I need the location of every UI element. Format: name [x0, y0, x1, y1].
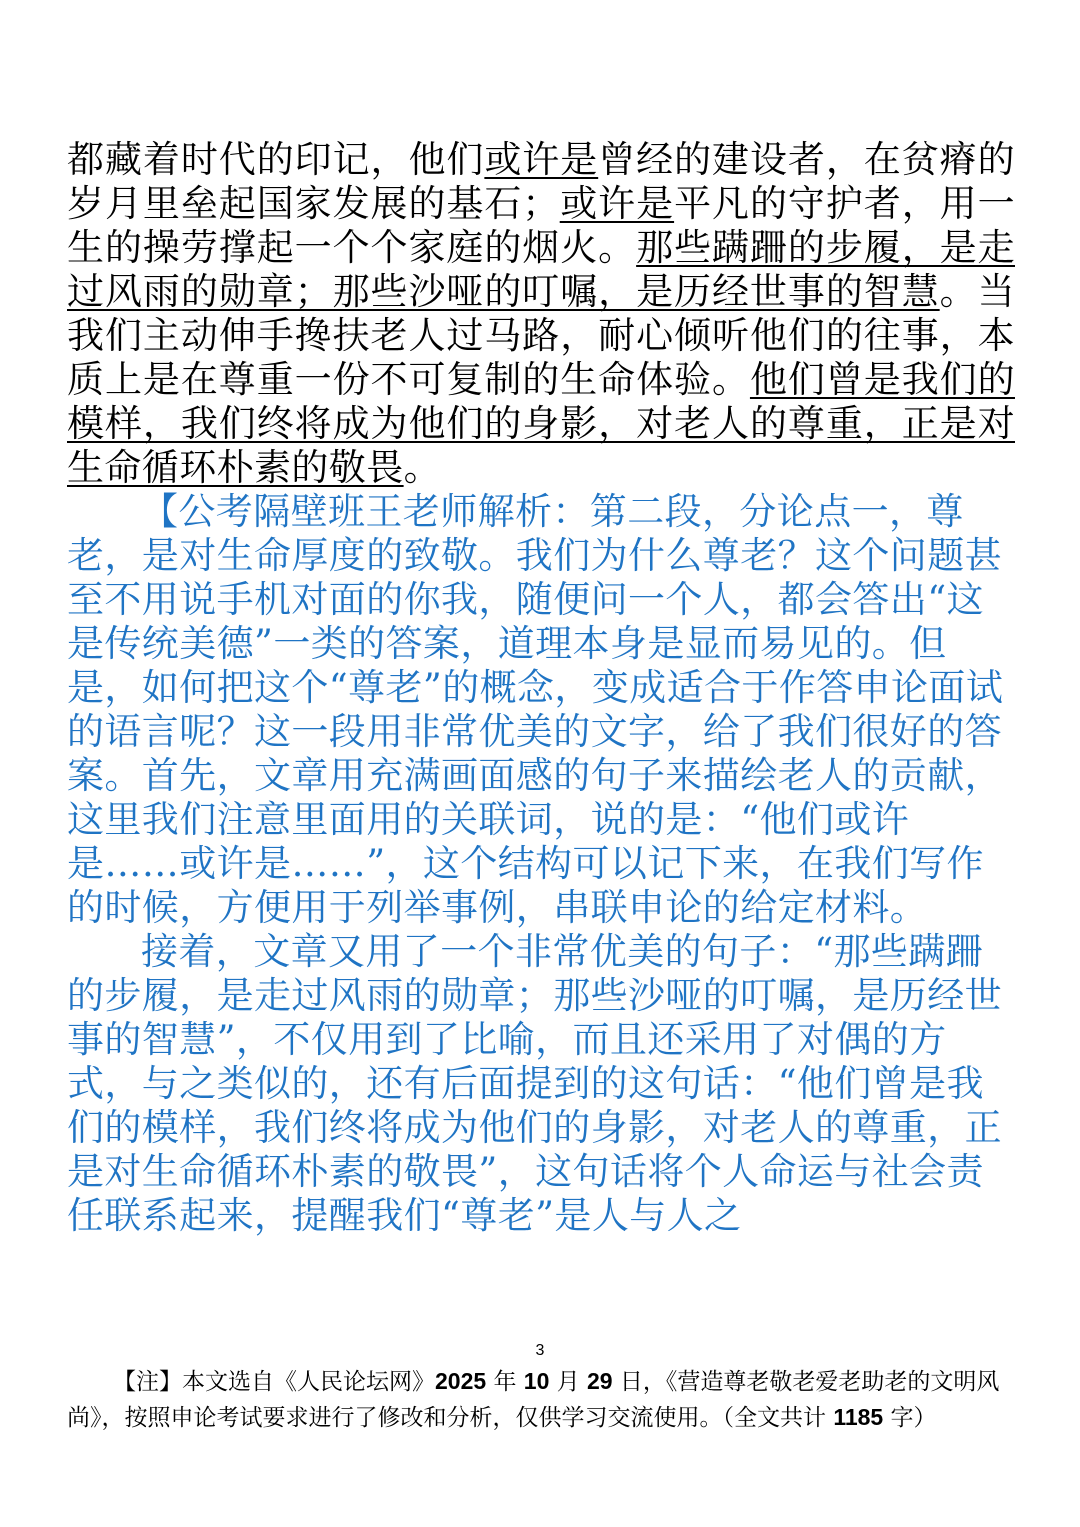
underlined-phrase: 或许是: [559, 182, 675, 225]
essay-paragraph: [67, 138, 1015, 490]
footnote-text: 【注】本文选自《人民论坛网》: [113, 1369, 435, 1395]
essay-text: 都藏着时代的印记，他们: [67, 138, 485, 181]
underlined-sentence: 他们曾是我们的模样，我们终将成为他们的身影，对老人的尊重，正是对生命循环朴素的敬畏: [67, 358, 1015, 489]
essay-text: 。: [403, 446, 442, 489]
analysis-paragraph-1: 【公考隔壁班王老师解析：第二段，分论点一，尊老，是对生命厚度的致敬。我们为什么尊老？这个问题甚至不用说手机对面的你我，随便问一个人，都会答出“这是传统美德”一类的答案，道理本身是显而易见的。但是，如何把这个“尊老”的概念，变成适合于作答申论面试的语言呢？这一段用非常优美的文字，给了我们很好的答案。首先，文章用充满画面感的句子来描绘老人的贡献，这里我们注意里面用的关联词，说的是：“他们或许是……或许是……”，这个结构可以记下来，在我们写作的时候，方便用于列举事例，串联申论的给定材料。: [67, 490, 1004, 929]
page-number: 3: [535, 1342, 545, 1359]
footnote-text: 日，《营造尊老敬老爱老助老的文明风尚》，按照申论考试要求进行了修改和分析，仅供学习交流使用。（全文共计: [67, 1369, 1000, 1431]
essay-text: 平凡的守护者，用一生的操劳撑起一个个家庭的烟火。: [67, 182, 1016, 269]
footnote-year: 2025: [435, 1368, 487, 1394]
source-footnote: [67, 1364, 1015, 1436]
underlined-phrase: 或许是: [484, 138, 599, 181]
footnote-month: 10: [523, 1368, 550, 1394]
footnote-text: 年: [486, 1369, 524, 1395]
analysis-paragraph-2: 接着，文章又用了一个非常优美的句子：“那些蹒跚的步履，是走过风雨的勋章；那些沙哑的叮嘱，是历经世事的智慧”，不仅用到了比喻，而且还采用了对偶的方式，与之类似的，还有后面提到的这句话：“他们曾是我们的模样，我们终将成为他们的身影，对老人的尊重，正是对生命循环朴素的敬畏”，这句话将个人命运与社会责任联系起来，提醒我们“尊老”是人与人之: [67, 930, 1002, 1237]
underlined-sentence: 那些蹒跚的步履，是走过风雨的勋章；那些沙哑的叮嘱，是历经世事的智慧: [67, 226, 1015, 313]
footnote-text: 字）: [883, 1405, 937, 1431]
footnote-word-count: 1185: [833, 1404, 884, 1430]
main-text-block: [67, 138, 1015, 1238]
essay-text: 。当我们主动伸手搀扶老人过马路，耐心倾听他们的往事，本质上是在尊重一份不可复制的生命体验。: [67, 270, 1015, 401]
footnote-text: 月: [549, 1369, 588, 1395]
essay-text: 曾经的建设者，在贫瘠的岁月里垒起国家发展的基石；: [67, 138, 1015, 225]
footnote-day: 29: [587, 1368, 613, 1394]
